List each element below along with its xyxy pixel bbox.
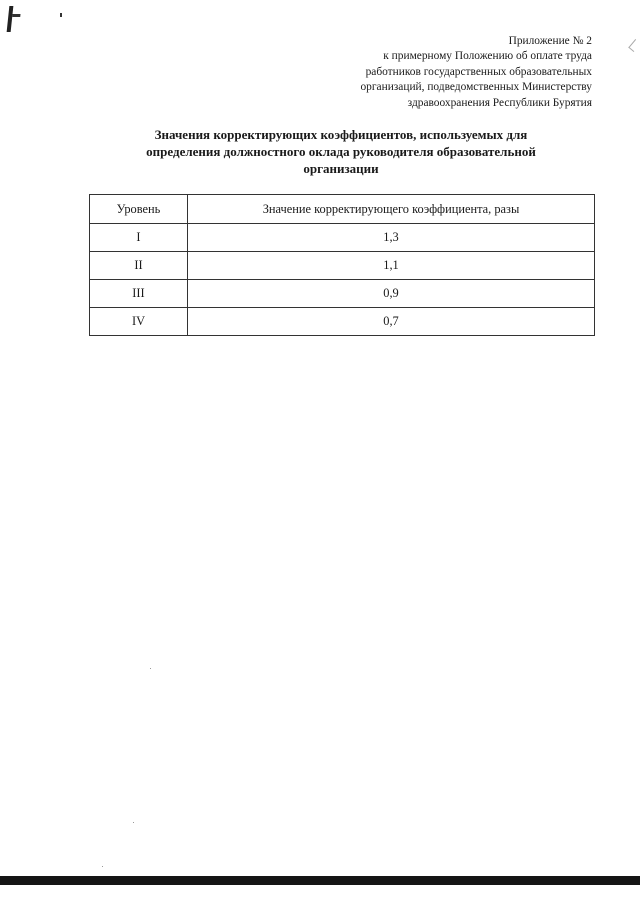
- appendix-line: работников государственных образовательных: [365, 65, 592, 78]
- title-line: организации: [303, 161, 379, 176]
- document-title: [90, 126, 592, 177]
- value-cell: 0,7: [188, 308, 595, 336]
- appendix-header: [292, 34, 592, 111]
- table-row: [90, 280, 595, 308]
- level-cell: II: [90, 252, 188, 280]
- appendix-line: Приложение № 2: [508, 35, 592, 47]
- value-cell: 1,1: [188, 252, 595, 280]
- header-value: Значение корректирующего коэффициента, разы: [188, 195, 595, 224]
- table-row: [90, 224, 595, 252]
- table-row: [90, 308, 595, 336]
- scan-speck: [133, 822, 134, 823]
- level-cell: III: [90, 280, 188, 308]
- appendix-line: здравоохранения Республики Бурятия: [407, 96, 592, 109]
- title-line: определения должностного оклада руководителя образовательной: [146, 144, 536, 159]
- scan-dot: [60, 13, 62, 17]
- appendix-line: к примерному Положению об оплате труда: [383, 50, 592, 63]
- scan-speck: [102, 866, 103, 867]
- header-level: Уровень: [90, 195, 188, 224]
- table-row: [90, 252, 595, 280]
- value-cell: 0,9: [188, 280, 595, 308]
- scan-bottom-edge: [0, 876, 640, 885]
- coefficient-table: [89, 194, 595, 336]
- scan-mark: [7, 6, 14, 32]
- level-cell: IV: [90, 308, 188, 336]
- value-cell: 1,3: [188, 224, 595, 252]
- title-line: Значения корректирующих коэффициентов, используемых для: [154, 127, 528, 142]
- level-cell: I: [90, 224, 188, 252]
- scan-speck: [150, 668, 151, 669]
- appendix-line: организаций, подведомственных Министерству: [360, 81, 592, 94]
- scan-artifact: [628, 39, 640, 52]
- table-header-row: [90, 195, 595, 224]
